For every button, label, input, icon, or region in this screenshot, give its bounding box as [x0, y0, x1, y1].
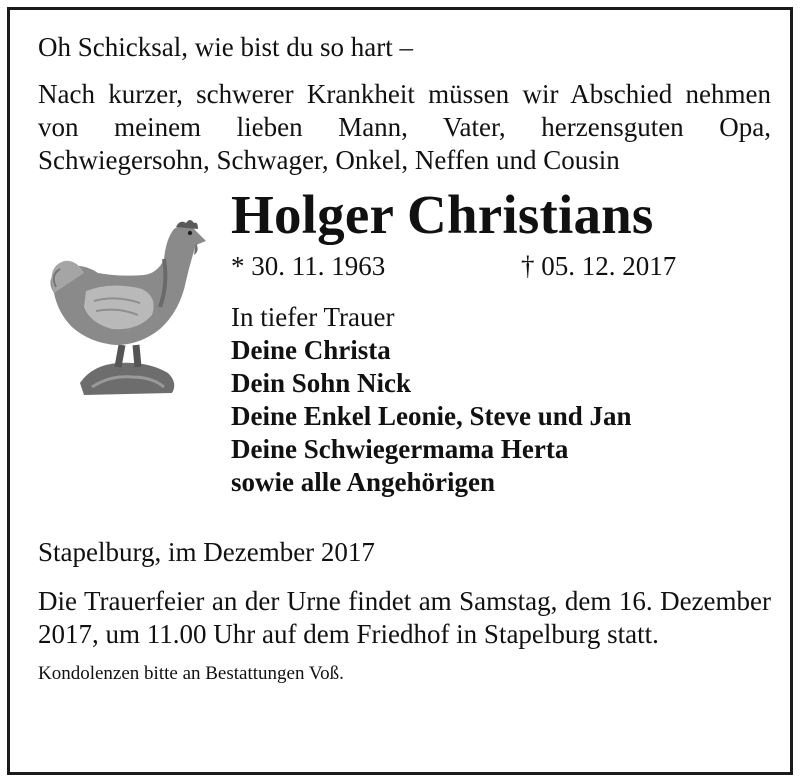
motto: Oh Schicksal, wie bist du so hart –: [38, 32, 413, 62]
mourner: Dein Sohn Nick: [231, 368, 412, 398]
mourner: Deine Enkel Leonie, Steve und Jan: [231, 401, 632, 431]
place-date: Stapelburg, im Dezember 2017: [38, 537, 375, 567]
mourner: Deine Schwiegermama Herta: [231, 434, 569, 464]
intro-text: Nach kurzer, schwerer Krankheit müssen wir Abschied nehmen von meinem lieben Mann, Vater, herzensguten Opa, Schwiegersohn, Schwager, Onkel, Neffen und Cousin: [38, 79, 771, 175]
mourner: Deine Christa: [231, 335, 391, 365]
mourner: sowie alle Angehörigen: [231, 467, 495, 497]
obituary-frame: [7, 7, 793, 775]
mourning-lead: In tiefer Trauer: [231, 302, 395, 332]
condolence-note: Kondolenzen bitte an Bestattungen Voß.: [38, 663, 344, 684]
birth-date: * 30. 11. 1963: [231, 251, 386, 281]
person-block: [231, 185, 731, 499]
rooster-icon: [40, 215, 215, 400]
obituary-content: [38, 30, 771, 687]
funeral-info: Die Trauerfeier an der Urne findet am Samstag, dem 16. Dezember 2017, um 11.00 Uhr auf dem Friedhof in Stapelburg statt.: [38, 586, 771, 649]
death-date: † 05. 12. 2017: [521, 251, 677, 281]
deceased-name: Holger Christians: [231, 184, 654, 245]
middle-section: [38, 185, 771, 525]
life-dates: [231, 249, 731, 283]
mourners-list: [231, 301, 731, 499]
